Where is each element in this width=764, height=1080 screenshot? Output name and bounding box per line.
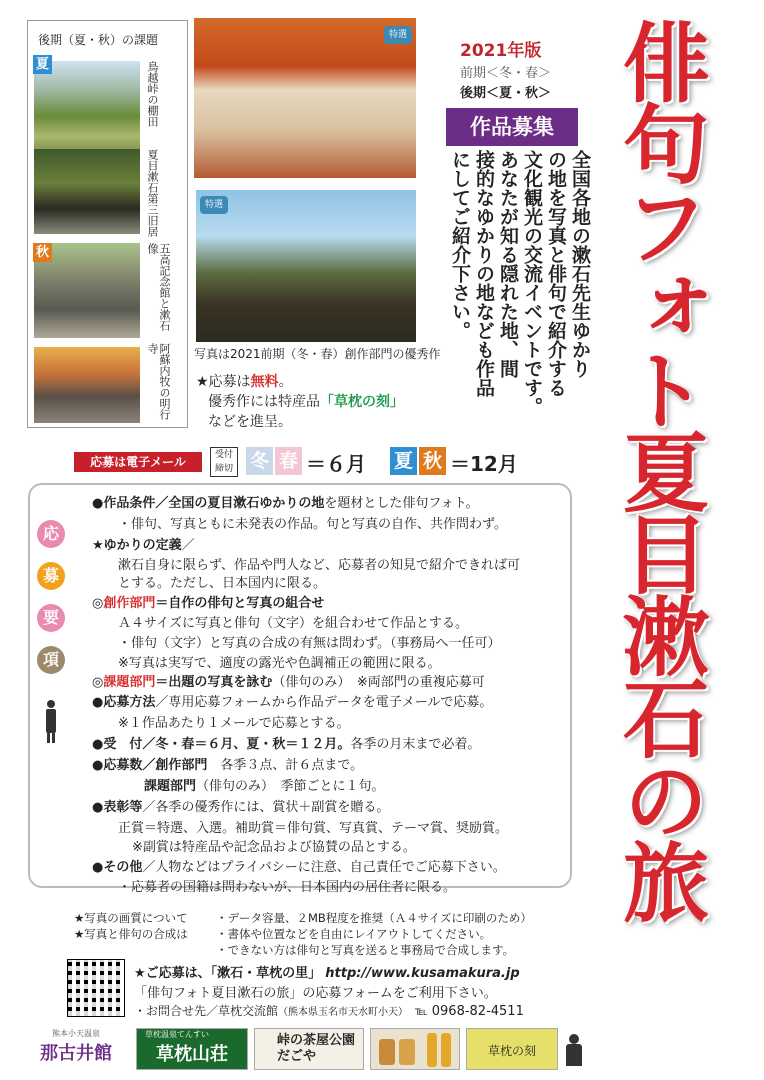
req-line: ※副賞は特産品や記念品および協賛の品とする。 bbox=[132, 840, 416, 855]
autumn-label: 秋 bbox=[33, 243, 52, 262]
intro-line: 接的なゆかりの地なども作品 bbox=[473, 150, 495, 397]
logo-name: 那古井館 bbox=[40, 1043, 112, 1064]
logo-name: 峠の茶屋公園 だごや bbox=[277, 1033, 356, 1064]
award-badge: 特選 bbox=[384, 26, 412, 44]
email-tag: 応募は電子メール bbox=[74, 452, 202, 472]
summer-deadline-label: 夏 bbox=[390, 447, 417, 475]
intro-line: あなたが知る隠れた地、間 bbox=[497, 150, 519, 378]
tel-number[interactable]: 0968-82-4511 bbox=[431, 1004, 524, 1019]
photo-terraced-fields bbox=[34, 61, 140, 161]
note-detail: ・できない方は俳句と写真を送ると事務局で合成します。 bbox=[216, 943, 515, 957]
req-line-head: ◎ bbox=[92, 675, 104, 690]
intro-line: にしてご紹介下さい。 bbox=[449, 150, 471, 340]
req-line-head: ●表彰等 bbox=[92, 800, 143, 815]
req-line-body: ／ bbox=[181, 538, 195, 553]
logo-small-text: 草枕温泉てんすい bbox=[145, 1030, 209, 1039]
req-line bbox=[92, 534, 195, 553]
call-for-entries-badge: 作品募集 bbox=[446, 108, 578, 146]
tel-label: ℡ bbox=[415, 1004, 428, 1018]
contact-name: ・お問合せ先／草枕交流館 bbox=[134, 1004, 279, 1018]
early-term: 前期＜冬・春＞ bbox=[460, 66, 552, 81]
prize-info bbox=[196, 372, 404, 432]
req-line bbox=[92, 671, 485, 690]
uketsuke-label: 受付 bbox=[214, 450, 233, 460]
req-line-body: ／人物などはプライバシーに注意、自己責任でご応募下さい。 bbox=[142, 860, 506, 875]
req-line-body: ／専用応募フォームから作品データを電子メールで応募。 bbox=[155, 695, 493, 710]
deadline-june: ＝６月 bbox=[306, 452, 366, 476]
req-line: ※写真は実写で、適度の露光や色調補正の範囲に限る。 bbox=[118, 656, 441, 671]
photo-soseki-residence bbox=[34, 149, 140, 234]
note-composite: ★写真と俳句の合成は bbox=[74, 927, 188, 941]
req-line: とする。ただし、日本国内に限る。 bbox=[118, 576, 327, 591]
logo-kusamakura-sanso bbox=[136, 1028, 248, 1070]
req-line-note: （俳句のみ） ※両部門の重複応募可 bbox=[272, 675, 485, 690]
intro-line: 文化観光の交流イベントです。 bbox=[521, 150, 543, 416]
side-char-2: 募 bbox=[37, 562, 65, 590]
req-line-body: 各季の月末まで必着。 bbox=[350, 737, 481, 752]
req-line bbox=[92, 592, 324, 611]
deadline-label bbox=[210, 447, 238, 477]
req-line: ※１作品あたり１メールで応募とする。 bbox=[118, 716, 350, 731]
req-line-body: （俳句のみ） 季節ごとに１句。 bbox=[196, 779, 385, 794]
prize-prefix: ★応募は bbox=[196, 374, 251, 390]
req-line-head: ●応募方法 bbox=[92, 695, 156, 710]
creative-category: 創作部門 bbox=[103, 596, 156, 611]
req-line bbox=[92, 796, 389, 815]
featured-photo-thatched-house bbox=[196, 190, 416, 342]
prize-dot: 。 bbox=[278, 374, 293, 390]
apply-form-text: 「俳句フォト夏目漱石の旅」の応募フォームをご利用下さい。 bbox=[134, 986, 497, 1001]
req-line bbox=[92, 856, 506, 875]
soseki-silhouette-icon bbox=[560, 1030, 588, 1068]
award-badge: 特選 bbox=[200, 196, 228, 214]
photo-caption: 写真は2021前期（冬・春）創作部門の優秀作 bbox=[194, 347, 441, 361]
side-char-3: 要 bbox=[37, 604, 65, 632]
intro-text bbox=[448, 150, 592, 430]
assignment-heading: 後期（夏・秋）の課題 bbox=[38, 33, 159, 47]
featured-photo-market bbox=[194, 18, 416, 178]
assignment-category: 課題部門 bbox=[103, 675, 156, 690]
req-line-head: ★ゆかりの定義 bbox=[92, 538, 182, 553]
req-line-head: ●作品条件／全国の夏目漱石ゆかりの地 bbox=[92, 496, 325, 511]
req-line: ・俳句、写真ともに未発表の作品。句と写真の自作、共作問わず。 bbox=[118, 517, 507, 532]
req-line-body: ＝自作の俳句と写真の組合せ bbox=[155, 596, 325, 611]
soseki-figure-icon bbox=[44, 700, 58, 744]
side-char-1: 応 bbox=[37, 520, 65, 548]
logo-nakoikan bbox=[22, 1028, 130, 1070]
logo-touge-chaya bbox=[254, 1028, 364, 1070]
assignment-panel bbox=[27, 20, 188, 428]
edition-year: 2021年版 bbox=[460, 41, 542, 61]
contact-line bbox=[134, 1002, 524, 1019]
summer-label: 夏 bbox=[33, 55, 52, 74]
req-line-body: 各季３点、計６点まで。 bbox=[207, 758, 364, 773]
autumn-deadline-label: 秋 bbox=[419, 447, 446, 475]
website-link[interactable]: http://www.kusamakura.jp bbox=[325, 966, 520, 981]
req-line: ・俳句（文字）と写真の合成の有無は問わず。（事務局へ一任可） bbox=[118, 636, 501, 651]
req-line-body: ／各季の優秀作には、賞状＋副賞を贈る。 bbox=[142, 800, 390, 815]
logo-small-text: 熊本小天温泉 bbox=[52, 1029, 100, 1038]
logo-products bbox=[370, 1028, 460, 1070]
qr-code[interactable] bbox=[67, 959, 125, 1017]
prize-item: 「草枕の刻」 bbox=[320, 394, 404, 410]
req-line: Ａ４サイズに写真と俳句（文字）を組合わせて作品とする。 bbox=[118, 616, 468, 631]
req-line-body: ＝出題の写真を詠む bbox=[155, 675, 273, 690]
req-line: 正賞＝特選、入選。補助賞＝俳句賞、写真賞、テーマ賞、奨励賞。 bbox=[118, 821, 509, 836]
req-line bbox=[92, 754, 363, 773]
req-line bbox=[92, 492, 479, 511]
logo-name: 草枕の刻 bbox=[487, 1044, 536, 1058]
req-line bbox=[92, 775, 385, 794]
winter-label: 冬 bbox=[246, 447, 273, 475]
prize-line2: 優秀作には特産品 bbox=[208, 394, 320, 410]
logo-kusamakura-no-toki bbox=[466, 1028, 558, 1070]
req-line-head: ●受 付／冬・春＝６月、夏・秋＝１２月。 bbox=[92, 737, 351, 752]
contact-address: （熊本県玉名市天水町小天） bbox=[278, 1007, 404, 1018]
prize-line3: などを進呈。 bbox=[208, 414, 292, 430]
req-line bbox=[92, 691, 492, 710]
req-line: ・応募者の国籍は問わないが、日本国内の居住者に限る。 bbox=[118, 880, 457, 895]
intro-line: の地を写真と俳句で紹介する bbox=[545, 150, 567, 397]
apply-text: ★ご応募は、「漱石・草枕の里」 bbox=[134, 966, 322, 981]
note-detail: ・書体や位置などを自由にレイアウトしてください。 bbox=[216, 927, 492, 941]
page-title: 俳句フォト夏目漱石の旅 bbox=[608, 18, 708, 920]
logo-name: 草枕山荘 bbox=[156, 1044, 228, 1065]
req-line-head: ●応募数／創作部門 bbox=[92, 758, 208, 773]
intro-line: 全国各地の漱石先生ゆかり bbox=[569, 150, 591, 378]
note-detail: ・データ容量、２MB程度を推奨（Ａ４サイズに印刷のため） bbox=[216, 911, 532, 925]
note-quality: ★写真の画質について bbox=[74, 911, 188, 925]
req-line-head: ◎ bbox=[92, 596, 104, 611]
spring-label: 春 bbox=[275, 447, 302, 475]
apply-line bbox=[134, 962, 520, 981]
caption-memorial-hall: 五高記念館と漱石像 bbox=[146, 243, 171, 331]
req-line-head: ●その他 bbox=[92, 860, 143, 875]
free-label: 無料 bbox=[250, 374, 279, 390]
req-line bbox=[92, 733, 480, 752]
side-char-4: 項 bbox=[37, 646, 65, 674]
late-term: 後期＜夏・秋＞ bbox=[460, 86, 552, 101]
req-line-head: 課題部門 bbox=[92, 779, 197, 794]
caption-soseki-residence: 夏目漱石第三旧居 bbox=[146, 149, 159, 237]
deadline-december: ＝12月 bbox=[450, 452, 518, 476]
caption-temple: 阿蘇内牧の明行寺 bbox=[146, 343, 171, 420]
caption-terraced-fields: 鳥越峠の棚田 bbox=[146, 61, 159, 127]
shimekiri-label: 締切 bbox=[214, 464, 233, 474]
req-line-body: を題材とした俳句フォト。 bbox=[324, 496, 479, 511]
photo-temple bbox=[34, 347, 140, 423]
req-line: 漱石自身に限らず、作品や門人など、応募者の知見で紹介できれば可 bbox=[118, 558, 520, 573]
